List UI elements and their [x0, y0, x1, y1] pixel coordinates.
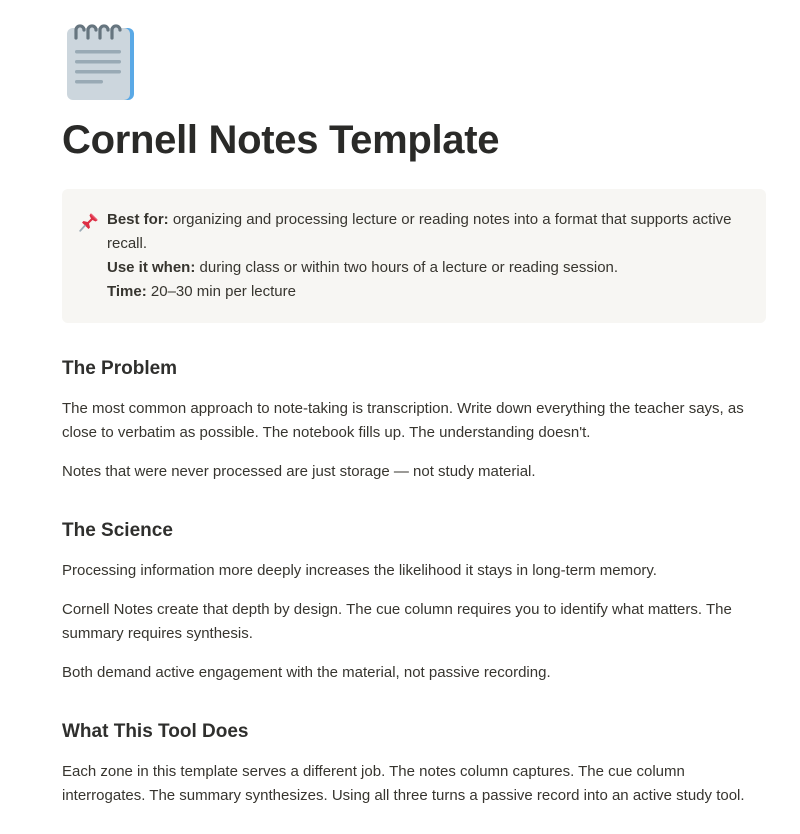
problem-paragraph: Notes that were never processed are just storage — not study material. — [62, 463, 536, 480]
page-content — [62, 0, 766, 808]
science-paragraph: Both demand active engagement with the material, not passive recording. — [62, 664, 551, 681]
page-title: Cornell Notes Template — [62, 118, 500, 162]
science-paragraph: Processing information more deeply increases the likelihood it stays in long-term memory. — [62, 562, 657, 579]
use-when-text: during class or within two hours of a lecture or reading session. — [195, 259, 619, 276]
callout-best-for — [107, 208, 746, 256]
section-heading-problem: The Problem — [62, 358, 178, 379]
use-when-label: Use it when: — [107, 259, 196, 276]
section-heading-tool: What This Tool Does — [62, 721, 249, 742]
time-text: 20–30 min per lecture — [146, 283, 296, 300]
problem-paragraph: The most common approach to note-taking is transcription. Write down everything the teacher says, as close to verbatim as possible. The notebook fills up. The understanding doesn't. — [62, 400, 744, 441]
callout-text — [107, 208, 746, 304]
notepad-icon[interactable] — [62, 20, 136, 102]
science-paragraph: Cornell Notes create that depth by design. The cue column requires you to identify what matters. The summary requires synthesis. — [62, 601, 732, 642]
tool-paragraph: Each zone in this template serves a different job. The notes column captures. The cue column interrogates. The summary synthesizes. Using all three turns a passive record into an active study tool. — [62, 763, 745, 804]
time-label: Time: — [107, 283, 147, 300]
best-for-label: Best for: — [107, 211, 169, 228]
section-heading-science: The Science — [62, 520, 173, 541]
pushpin-icon — [78, 211, 100, 233]
callout-use-when — [107, 256, 746, 280]
best-for-text: organizing and processing lecture or reading notes into a format that supports active recall. — [107, 211, 732, 252]
callout-box — [62, 189, 766, 323]
callout-time — [107, 280, 746, 304]
